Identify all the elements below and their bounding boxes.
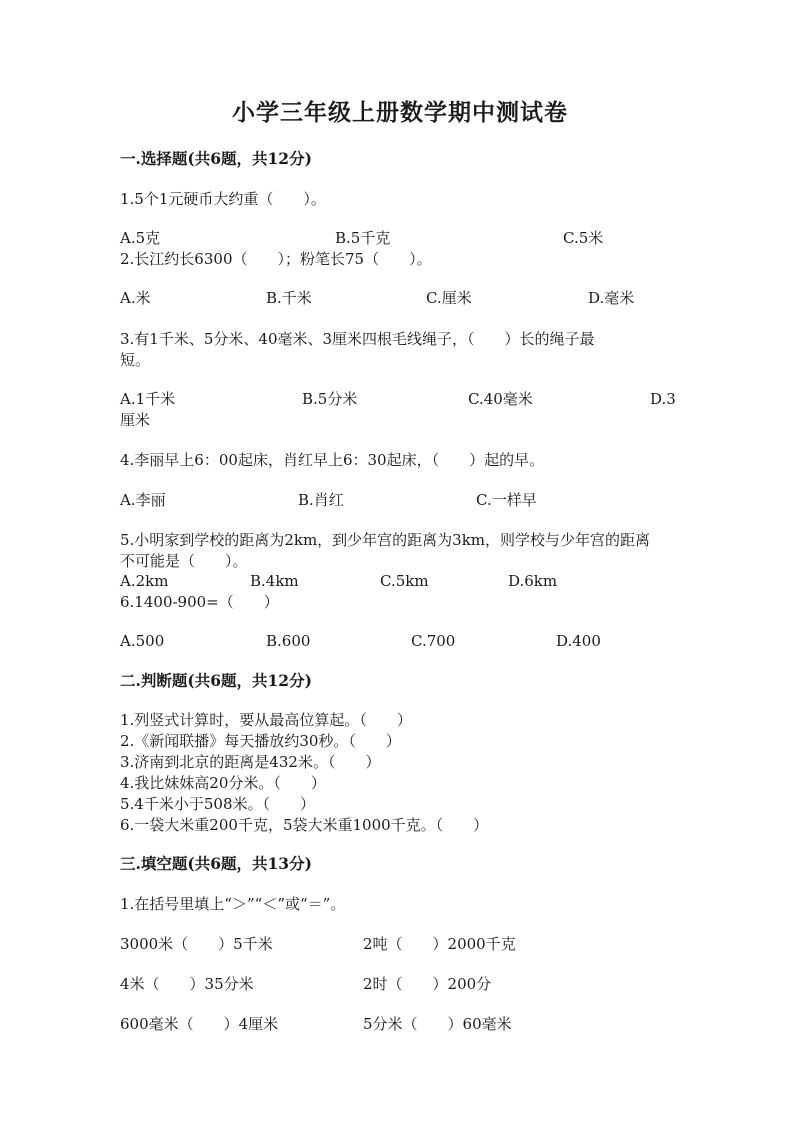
question-text: 2.长江约长6300（ ）；粉笔长75（ ）。 [120,250,432,268]
judge-item: 4.我比妹妹高20分米。（ ） [120,774,326,792]
question-text: 4.李丽早上6：00起床，肖红早上6：30起床，（ ）起的早。 [120,451,545,469]
option-d-wrap: 厘米 [120,411,151,429]
judge-item: 3.济南到北京的距离是432米。（ ） [120,753,381,771]
option-c: C.5km [380,572,429,590]
option-a: A.5克 [120,229,161,247]
question-text: 1.5个1元硬币大约重（ ）。 [120,190,326,208]
option-d: D.毫米 [588,289,635,307]
question-text-line2: 不可能是（ ）。 [120,552,248,570]
option-d: D.400 [556,632,601,650]
judge-item: 2.《新闻联播》每天播放约30秒。（ ） [120,732,401,750]
option-c: C.700 [411,632,456,650]
section-heading-fill: 三.填空题(共6题，共13分) [120,854,312,873]
option-b: B.千米 [266,289,312,307]
compare-item: 600毫米（ ）4厘米 [120,1015,279,1033]
question-text-line1: 3.有1千米、5分米、40毫米、3厘米四根毛线绳子，（ ）长的绳子最 [120,330,595,348]
page-title: 小学三年级上册数学期中测试卷 [232,99,568,126]
compare-item: 2吨（ ）2000千克 [363,935,516,953]
judge-item: 1.列竖式计算时，要从最高位算起。（ ） [120,711,412,729]
question-text: 1.在括号里填上“＞”“＜”或“＝”。 [120,895,346,913]
option-c: C.一样早 [476,491,537,509]
question-text-line1: 5.小明家到学校的距离为2km，到少年宫的距离为3km，则学校与少年宫的距离 [120,531,651,549]
option-a: A.500 [120,632,165,650]
option-b: B.600 [266,632,311,650]
compare-item: 4米（ ）35分米 [120,975,254,993]
option-a: A.李丽 [120,491,166,509]
question-text-line2: 短。 [120,351,151,369]
option-b: B.肖红 [298,491,344,509]
compare-item: 3000米（ ）5千米 [120,935,273,953]
option-d: D.3 [650,390,676,408]
option-a: A.米 [120,289,151,307]
question-text: 6.1400-900=（ ） [120,593,279,611]
option-b: B.5千克 [335,229,391,247]
option-c: C.5米 [563,229,604,247]
option-a: A.1千米 [120,390,176,408]
judge-item: 6.一袋大米重200千克，5袋大米重1000千克。（ ） [120,816,489,834]
option-b: B.5分米 [302,390,358,408]
option-c: C.厘米 [426,289,472,307]
judge-item: 5.4千米小于508米。（ ） [120,795,315,813]
section-heading-choice: 一.选择题(共6题，共12分) [120,149,312,168]
option-a: A.2km [120,572,169,590]
section-heading-judge: 二.判断题(共6题，共12分) [120,671,312,690]
compare-item: 2时（ ）200分 [363,975,492,993]
option-b: B.4km [250,572,299,590]
compare-item: 5分米（ ）60毫米 [363,1015,512,1033]
option-d: D.6km [508,572,558,590]
option-c: C.40毫米 [468,390,533,408]
